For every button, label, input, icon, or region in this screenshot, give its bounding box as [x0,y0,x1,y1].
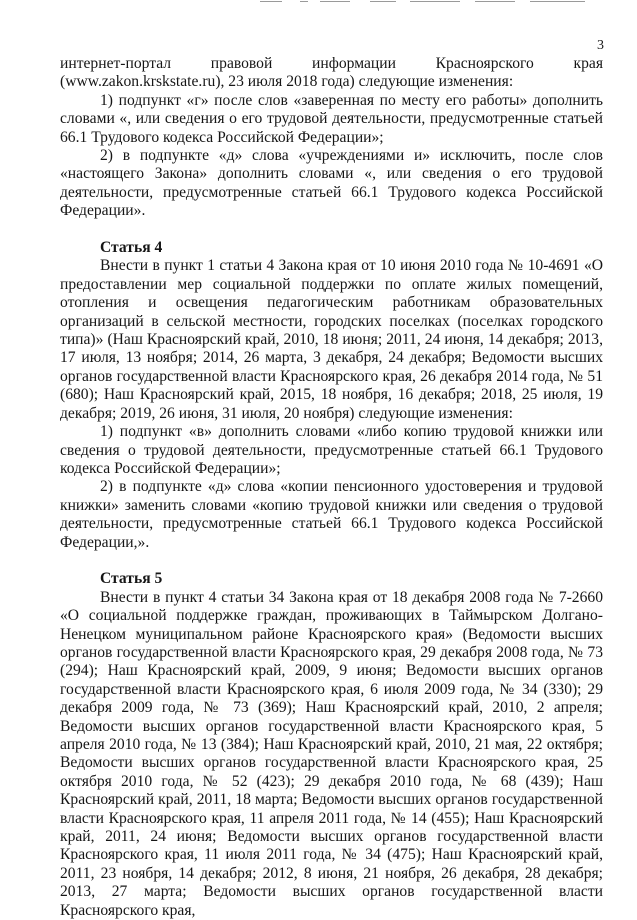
page-number: 3 [597,38,604,53]
document-body [60,55,603,920]
article-4-title: Статья 4 [100,239,163,257]
article-4-body: Внести в пункт 1 статьи 4 Закона края от 10 июня 2010 года № 10-4691 «О предоставлении мер социальной поддержки по оплате жилых помещений, отопления и освещения педагогическим работникам образовательных организаций в сельской местности, городских поселках (поселках городского типа)» (Наш Красноярский край, 2010, 18 июня; 2011, 24 июня, 14 декабря; 2013, 17 июля, 13 ноября; 2014, 26 марта, 3 декабря, 24 декабря; Ведомости высших органов государственной власти Красноярского края, 26 декабря 2014 года, № 51 (680); Наш Красноярский край, 2015, 18 ноября, 16 декабря; 2018, 25 июля, 19 декабря; 2019, 26 июня, 31 июля, 20 ноября) следующие изменения: [60,257,603,422]
article-5-body: Внести в пункт 4 статьи 34 Закона края от 18 декабря 2008 года № 7-2660 «О социальной поддержке граждан, проживающих в Таймырском Долгано-Ненецком муниципальном районе Красноярского края» (Ведомости высших органов государственной власти Красноярского края, 29 декабря 2008 года, № 73 (294); Наш Красноярский край, 2009, 9 июня; Ведомости высших органов государственной власти Красноярского края, 6 июля 2009 года, № 34 (330); 29 декабря 2009 года, № 73 (369); Наш Красноярский край, 2010, 2 апреля; Ведомости высших органов государственной власти Красноярского края, 5 апреля 2010 года, № 13 (384); Наш Красноярский край, 2010, 21 мая, 22 октября; Ведомости высших органов государственной власти Красноярского края, 25 октября 2010 года, № 52 (423); 29 декабря 2010 года, № 68 (439); Наш Красноярский край, 2011, 18 марта; Ведомости высших органов государственной власти Красноярского края, 11 апреля 2011 года, № 14 (455); Наш Красноярский край, 2011, 24 июня; Ведомости высших органов государственной власти Красноярского края, 11 июля 2011 года, № 34 (475); Наш Красноярский край, 2011, 23 ноября, 14 декабря; 2012, 8 июня, 21 ноября, 26 декабря, 28 декабря; 2013, 27 марта; Ведомости высших органов государственной власти Красноярского края, [60,588,603,919]
article-4-item-1: 1) подпункт «в» дополнить словами «либо копию трудовой книжки или сведения о трудовой деятельности, предусмотренные статьей 66.1 Трудового кодекса Российской Федерации»; [60,423,603,477]
intro-item-2: 2) в подпункте «д» слова «учреждениями и» исключить, после слов «настоящего Закона» дополнить словами «, или сведения о его трудовой деятельности, предусмотренные статьей 66.1 Трудового кодекса Российской Федерации». [60,147,603,220]
article-5-title: Статья 5 [100,570,163,588]
scan-edge-artifacts [260,0,600,4]
intro-paragraph: интернет-портал правовой информации Красноярского края (www.zakon.krskstate.ru), 23 июля 2018 года) следующие изменения: [60,55,603,91]
intro-item-1: 1) подпункт «г» после слов «заверенная по месту его работы» дополнить словами «, или сведения о его трудовой деятельности, предусмотренные статьей 66.1 Трудового кодекса Российской Федерации»; [60,91,603,146]
article-4-item-2: 2) в подпункте «д» слова «копии пенсионного удостоверения и трудовой книжки» заменить словами «копию трудовой книжки или сведения о трудовой деятельности, предусмотренные статьей 66.1 Трудового кодекса Российской Федерации,». [60,478,603,551]
